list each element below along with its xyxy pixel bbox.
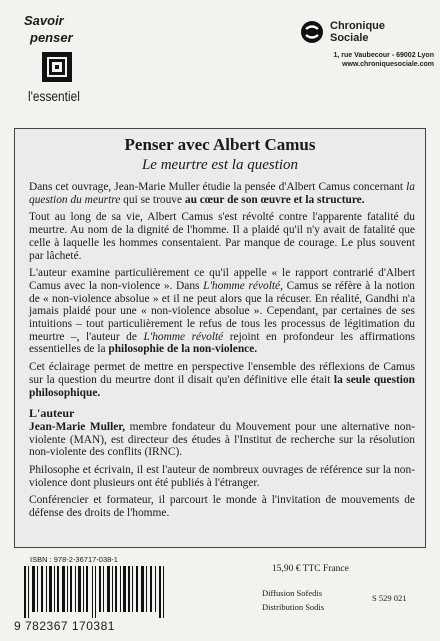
author-paragraph-1: Jean-Marie Muller, membre fondateur du Mouvement pour une alternative non-violente (MAN), est directeur des études à l'Institut de recherche sur la résolution non-violente des conflits (IRNC).	[29, 420, 415, 459]
series-logo-icon	[42, 52, 72, 82]
author-heading: L'auteur	[29, 406, 75, 421]
price: 15,90 € TTC France	[272, 564, 349, 574]
paragraph-1: Dans cet ouvrage, Jean-Marie Muller étudie la pensée d'Albert Camus concernant la question du meurtre qui se trouve au cœur de son œuvre et la structure.	[29, 181, 415, 206]
publisher-name-line-1: Chronique	[330, 20, 385, 32]
series-line-1: Savoir	[24, 13, 64, 28]
distribution: Distribution Sodis	[262, 602, 325, 612]
distribution-info	[262, 586, 324, 614]
description	[29, 181, 415, 525]
series-line-2: penser	[30, 30, 73, 45]
series-name	[24, 12, 94, 46]
back-cover-text-panel	[14, 128, 426, 548]
publisher-street: 1, rue Vaubecour - 69002 Lyon	[333, 52, 434, 59]
publisher-name-line-2: Sociale	[330, 32, 369, 44]
author-paragraph-2: Philosophe et écrivain, il est l'auteur de nombreux ouvrages de référence sur la non-violence dont plusieurs ont été publiés à l'étranger.	[29, 464, 415, 489]
barcode-icon	[22, 566, 172, 618]
barcode-digits: 9 782367 170381	[14, 619, 115, 633]
publisher-name	[330, 20, 385, 44]
distribution-code: S 529 021	[372, 593, 407, 603]
diffusion: Diffusion Sofedis	[262, 588, 323, 598]
publisher-address	[294, 51, 434, 69]
book-title: Penser avec Albert Camus	[124, 135, 316, 154]
author-paragraph-3: Conférencier et formateur, il parcourt le monde à l'invitation de mouvements de défense des droits de l'homme.	[29, 494, 415, 520]
isbn: ISBN : 978-2-36717-038-1	[30, 555, 118, 564]
paragraph-2: Tout au long de sa vie, Albert Camus s'est révolté contre l'apparente fatalité du meurtre. Au nom de la dignité de l'homme. Il a plaidé qu'il n'y avait de fatalité que celle à laquelle les hommes consentaient. Par manque de courage. Le plus souvent par lâcheté.	[29, 211, 415, 262]
publisher-logo-icon	[300, 20, 324, 44]
publisher-website: www.chroniquesociale.com	[342, 61, 434, 68]
book-subtitle: Le meurtre est la question	[141, 157, 299, 173]
paragraph-4: Cet éclairage permet de mettre en perspective l'ensemble des réflexions de Camus sur la question du meurtre dont il disait qu'en définitive elle était la seule question philosophique.	[29, 361, 415, 399]
series-line-3: l'essentiel	[28, 88, 80, 104]
paragraph-3: L'auteur examine particulièrement ce qu'il appelle « le rapport contrarié d'Albert Camus avec la non-violence ». Dans L'homme révolté, Camus se réfère à la notion de « non-violence absolue » et il ne peut alors que la récuser. En réalité, Gandhi n'a jamais plaidé pour une « non-violence absolue ». Cependant, par certaines de ses intuitions – tout particulièrement le refus de tous les processus de légitimation du meurtre –, l'auteur de L'homme révolté rejoint en profondeur les affirmations essentielles de la philosophie de la non-violence.	[29, 267, 416, 356]
